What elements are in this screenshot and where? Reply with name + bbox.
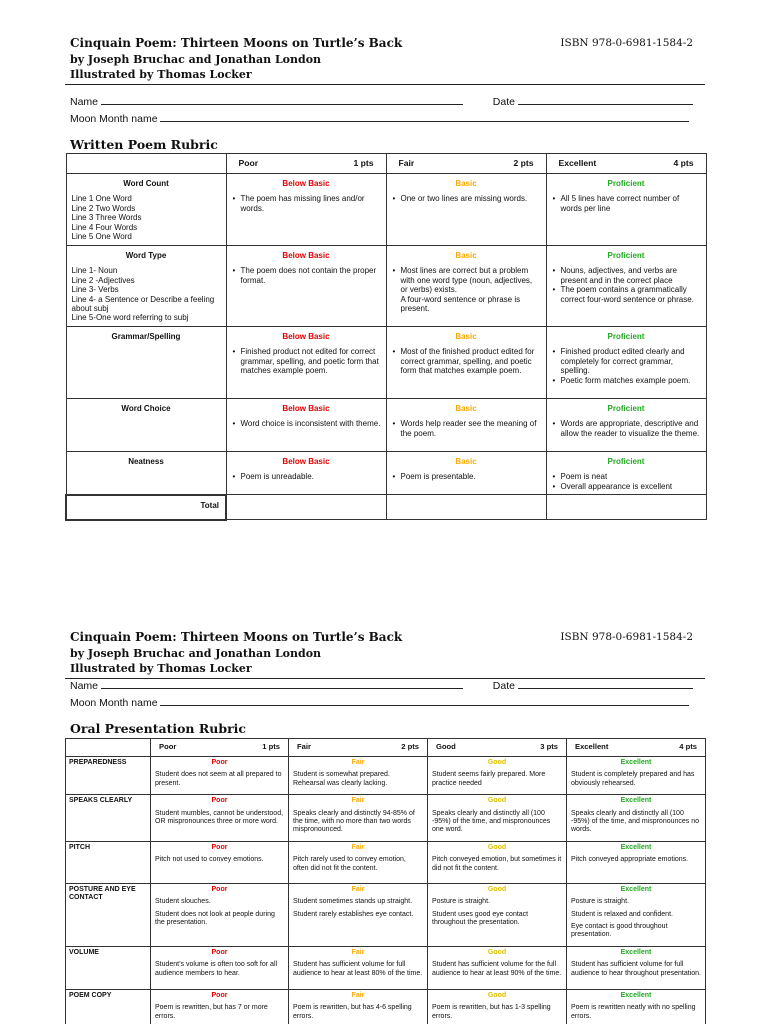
- table-row: [66, 246, 706, 327]
- total-fair-field[interactable]: [386, 495, 546, 520]
- table-row: [66, 883, 706, 946]
- excellent-cell: Proficient • Nouns, adjectives, and verbs are present and in the correct place • The poem contains a grammatically correct four-word sentence or phrase.: [546, 246, 706, 327]
- total-row: [66, 495, 706, 520]
- criterion-cell: Word Choice: [66, 399, 226, 452]
- good-cell: Good Pitch conveyed emotion, but sometimes it did not fit the content.: [428, 841, 567, 883]
- written-rubric-table: [65, 153, 707, 521]
- fair-cell: Basic • Most lines are correct but a problem with one word type (noun, adjectives, or verbs) exists. A four-word sentence or phrase is present.: [386, 246, 546, 327]
- poor-cell: Poor Student mumbles, cannot be understood, OR mispronounces three or more word.: [151, 795, 289, 842]
- poor-cell: Below Basic • Word choice is inconsistent with theme.: [226, 399, 386, 452]
- poor-cell: Poor Student slouches. Student does not look at people during the presentation.: [151, 883, 289, 946]
- excellent-cell: Proficient • Finished product edited clearly and completely for correct grammar, spelling. • Poetic form matches example poem.: [546, 327, 706, 399]
- table-header-row: [66, 154, 706, 174]
- poor-cell: Poor Student’s volume is often too soft for all audience members to hear.: [151, 946, 289, 989]
- table-row: [66, 399, 706, 452]
- poor-cell: Below Basic • Finished product not edited for correct grammar, spelling, and poetic form that matches example poem.: [226, 327, 386, 399]
- fair-cell: Fair Poem is rewritten, but has 4-6 spelling errors.: [289, 989, 428, 1024]
- poor-cell: Poor Pitch not used to convey emotions.: [151, 841, 289, 883]
- name-field[interactable]: [101, 95, 463, 105]
- good-cell: Good Speaks clearly and distinctly all (100 -95%) of the time, and mispronounces one word.: [428, 795, 567, 842]
- authors: by Joseph Bruchac and Jonathan London: [70, 53, 322, 66]
- illustrator: Illustrated by Thomas Locker: [70, 662, 252, 675]
- col-header-fair: Fair 2 pts: [289, 739, 428, 757]
- criterion-cell: Word Type Line 1- Noun Line 2 -Adjectives Line 3- Verbs Line 4- a Sentence or Describe a feeling about subj Line 5-One word referring to subj: [66, 246, 226, 327]
- criterion-cell: Neatness: [66, 452, 226, 495]
- total-excellent-field[interactable]: [546, 495, 706, 520]
- col-header-fair: Fair 2 pts: [386, 154, 546, 174]
- total-poor-field[interactable]: [226, 495, 386, 520]
- illustrator: Illustrated by Thomas Locker: [70, 68, 252, 81]
- table-row: [66, 989, 706, 1024]
- isbn: ISBN 978-0-6981-1584-2: [560, 37, 693, 49]
- name-date-row: [70, 679, 693, 692]
- excellent-cell: Excellent Poem is rewritten neatly with no spelling errors.: [567, 989, 706, 1024]
- moon-month-row: [70, 696, 689, 709]
- poor-cell: Below Basic • The poem does not contain the proper format.: [226, 246, 386, 327]
- date-label: Date: [492, 96, 515, 108]
- oral-rubric-table: [65, 738, 706, 1024]
- col-header-excellent: Excellent 4 pts: [546, 154, 706, 174]
- excellent-cell: Proficient • All 5 lines have correct number of words per line: [546, 174, 706, 246]
- table-row: [66, 946, 706, 989]
- good-cell: Good Student has sufficient volume for the full audience to hear at least 90% of the time.: [428, 946, 567, 989]
- criterion-cell: PITCH: [66, 841, 151, 883]
- written-rubric-title: Written Poem Rubric: [70, 137, 218, 152]
- moon-month-row: [70, 112, 689, 125]
- excellent-cell: Excellent Student is completely prepared and has obviously rehearsed.: [567, 757, 706, 795]
- fair-cell: Fair Student is somewhat prepared. Rehearsal was clearly lacking.: [289, 757, 428, 795]
- excellent-cell: Proficient • Words are appropriate, descriptive and allow the reader to visualize the theme.: [546, 399, 706, 452]
- table-row: [66, 757, 706, 795]
- excellent-cell: Excellent Student has sufficient volume for full audience to hear throughout presentation.: [567, 946, 706, 989]
- date-label: Date: [492, 680, 515, 692]
- fair-cell: Basic • Poem is presentable.: [386, 452, 546, 495]
- fair-cell: Basic • One or two lines are missing words.: [386, 174, 546, 246]
- header-blank-cell: [66, 739, 151, 757]
- table-row: [66, 795, 706, 842]
- header-divider: [65, 84, 705, 85]
- col-header-poor: Poor 1 pts: [226, 154, 386, 174]
- table-row: [66, 174, 706, 246]
- book-title: Cinquain Poem: Thirteen Moons on Turtle’s Back: [70, 36, 403, 50]
- excellent-cell: Excellent Posture is straight. Student is relaxed and confident. Eye contact is good throughout presentation.: [567, 883, 706, 946]
- header-blank-cell: [66, 154, 226, 174]
- col-header-good: Good 3 pts: [428, 739, 567, 757]
- poor-cell: Below Basic • The poem has missing lines and/or words.: [226, 174, 386, 246]
- date-field[interactable]: [518, 95, 693, 105]
- fair-cell: Fair Student has sufficient volume for full audience to hear at least 80% of the time.: [289, 946, 428, 989]
- date-field[interactable]: [518, 679, 693, 689]
- fair-cell: Fair Pitch rarely used to convey emotion, often did not fit the content.: [289, 841, 428, 883]
- good-cell: Good Posture is straight. Student uses good eye contact throughout the presentation.: [428, 883, 567, 946]
- table-row: [66, 452, 706, 495]
- oral-rubric-title: Oral Presentation Rubric: [70, 721, 247, 736]
- criterion-cell: Grammar/Spelling: [66, 327, 226, 399]
- moon-month-field[interactable]: [160, 696, 689, 706]
- table-row: [66, 327, 706, 399]
- fair-cell: Basic • Words help reader see the meaning of the poem.: [386, 399, 546, 452]
- criterion-cell: Word Count Line 1 One Word Line 2 Two Words Line 3 Three Words Line 4 Four Words Line 5 One Word: [66, 174, 226, 246]
- criterion-cell: PREPAREDNESS: [66, 757, 151, 795]
- authors: by Joseph Bruchac and Jonathan London: [70, 647, 322, 660]
- poor-cell: Poor Student does not seem at all prepared to present.: [151, 757, 289, 795]
- name-field[interactable]: [101, 679, 463, 689]
- excellent-cell: Excellent Speaks clearly and distinctly all (100 -95%) of the time, and mispronounces no words.: [567, 795, 706, 842]
- good-cell: Good Student seems fairly prepared. More practice needed: [428, 757, 567, 795]
- name-date-row: [70, 95, 693, 108]
- total-label: Total: [66, 495, 226, 520]
- col-header-poor: Poor 1 pts: [151, 739, 289, 757]
- col-header-excellent: Excellent 4 pts: [567, 739, 706, 757]
- excellent-cell: Proficient • Poem is neat • Overall appearance is excellent: [546, 452, 706, 495]
- name-label: Name: [70, 96, 99, 108]
- oral-rubric-section: [65, 630, 705, 1024]
- criterion-cell: VOLUME: [66, 946, 151, 989]
- fair-cell: Basic • Most of the finished product edited for correct grammar, spelling, and poetic form that matches example poem.: [386, 327, 546, 399]
- poor-cell: Poor Poem is rewritten, but has 7 or more errors.: [151, 989, 289, 1024]
- excellent-cell: Excellent Pitch conveyed appropriate emotions.: [567, 841, 706, 883]
- criterion-cell: POSTURE AND EYE CONTACT: [66, 883, 151, 946]
- written-rubric-section: [65, 36, 705, 526]
- good-cell: Good Poem is rewritten, but has 1-3 spelling errors.: [428, 989, 567, 1024]
- criterion-cell: POEM COPY: [66, 989, 151, 1024]
- name-label: Name: [70, 680, 99, 692]
- moon-month-label: Moon Month name: [70, 697, 158, 709]
- criterion-cell: SPEAKS CLEARLY: [66, 795, 151, 842]
- moon-month-label: Moon Month name: [70, 113, 158, 125]
- moon-month-field[interactable]: [160, 112, 689, 122]
- fair-cell: Fair Student sometimes stands up straight. Student rarely establishes eye contact.: [289, 883, 428, 946]
- book-title: Cinquain Poem: Thirteen Moons on Turtle’s Back: [70, 630, 403, 644]
- fair-cell: Fair Speaks clearly and distinctly 94-85% of the time, with no more than two words mispronounced.: [289, 795, 428, 842]
- poor-cell: Below Basic • Poem is unreadable.: [226, 452, 386, 495]
- table-row: [66, 841, 706, 883]
- isbn: ISBN 978-0-6981-1584-2: [560, 631, 693, 643]
- table-header-row: [66, 739, 706, 757]
